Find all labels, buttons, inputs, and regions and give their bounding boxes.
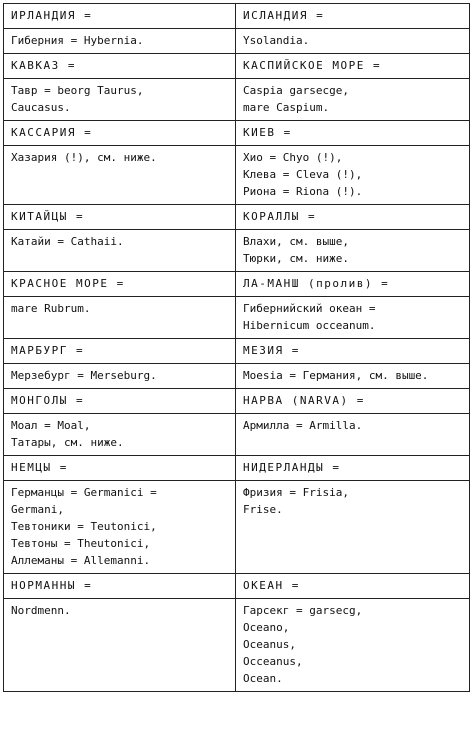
term-heading-right: ЛА-МАНШ (пролив) = xyxy=(236,272,470,297)
term-definition-left: Гиберния = Hybernia. xyxy=(4,29,236,54)
term-heading-right: МЕЗИЯ = xyxy=(236,339,470,364)
term-heading-left: МОНГОЛЫ = xyxy=(4,389,236,414)
term-definition-row xyxy=(4,79,470,121)
term-header-row xyxy=(4,54,470,79)
term-heading-left: КИТАЙЦЫ = xyxy=(4,205,236,230)
term-definition-right: Ysolandia. xyxy=(236,29,470,54)
term-header-row xyxy=(4,339,470,364)
term-definition-right: Влахи, см. выше, Тюрки, см. ниже. xyxy=(236,230,470,272)
term-header-row xyxy=(4,121,470,146)
term-definition-left: Nordmenn. xyxy=(4,599,236,692)
term-definition-right: Moesia = Германия, см. выше. xyxy=(236,364,470,389)
term-heading-left: ИРЛАНДИЯ = xyxy=(4,4,236,29)
term-definition-row xyxy=(4,414,470,456)
term-header-row xyxy=(4,456,470,481)
term-header-row xyxy=(4,4,470,29)
term-definition-left: Германцы = Germanici = Germani, Тевтоники = Teutonici, Тевтоны = Theutonici, Аллеманы = Allemanni. xyxy=(4,481,236,574)
term-header-row xyxy=(4,205,470,230)
term-definition-row xyxy=(4,29,470,54)
term-heading-right: КАСПИЙСКОЕ МОРЕ = xyxy=(236,54,470,79)
term-definition-left: Хазария (!), см. ниже. xyxy=(4,146,236,205)
term-definition-row xyxy=(4,599,470,692)
term-heading-right: НИДЕРЛАНДЫ = xyxy=(236,456,470,481)
term-definition-left: Тавр = beorg Taurus, Caucasus. xyxy=(4,79,236,121)
term-definition-right: Армилла = Armilla. xyxy=(236,414,470,456)
term-definition-right: Фризия = Frisia, Frise. xyxy=(236,481,470,574)
term-heading-right: ОКЕАН = xyxy=(236,574,470,599)
term-header-row xyxy=(4,574,470,599)
term-definition-row xyxy=(4,297,470,339)
table-body xyxy=(4,4,470,692)
term-definition-right: Хио = Chyo (!), Клева = Cleva (!), Риона = Riona (!). xyxy=(236,146,470,205)
term-heading-left: КРАСНОЕ МОРЕ = xyxy=(4,272,236,297)
term-definition-row xyxy=(4,481,470,574)
term-heading-left: НЕМЦЫ = xyxy=(4,456,236,481)
term-definition-left: mare Rubrum. xyxy=(4,297,236,339)
term-definition-row xyxy=(4,146,470,205)
term-heading-right: НАРВА (NARVA) = xyxy=(236,389,470,414)
term-definition-left: Катайи = Cathaii. xyxy=(4,230,236,272)
term-header-row xyxy=(4,272,470,297)
term-heading-right: ИСЛАНДИЯ = xyxy=(236,4,470,29)
term-definition-left: Моал = Moal, Татары, см. ниже. xyxy=(4,414,236,456)
term-definition-right: Caspia garsecge, mare Caspium. xyxy=(236,79,470,121)
term-definition-right: Гарсекг = garsecg, Oceano, Oceanus, Occeanus, Ocean. xyxy=(236,599,470,692)
term-heading-left: КАССАРИЯ = xyxy=(4,121,236,146)
term-definition-row xyxy=(4,364,470,389)
term-heading-right: КИЕВ = xyxy=(236,121,470,146)
glossary-table xyxy=(3,3,470,692)
term-heading-left: НОРМАННЫ = xyxy=(4,574,236,599)
term-heading-left: МАРБУРГ = xyxy=(4,339,236,364)
term-header-row xyxy=(4,389,470,414)
term-definition-row xyxy=(4,230,470,272)
term-definition-right: Гибернийский океан = Hibernicum occeanum. xyxy=(236,297,470,339)
term-heading-left: КАВКАЗ = xyxy=(4,54,236,79)
term-definition-left: Мерзебург = Merseburg. xyxy=(4,364,236,389)
term-heading-right: КОРАЛЛЫ = xyxy=(236,205,470,230)
